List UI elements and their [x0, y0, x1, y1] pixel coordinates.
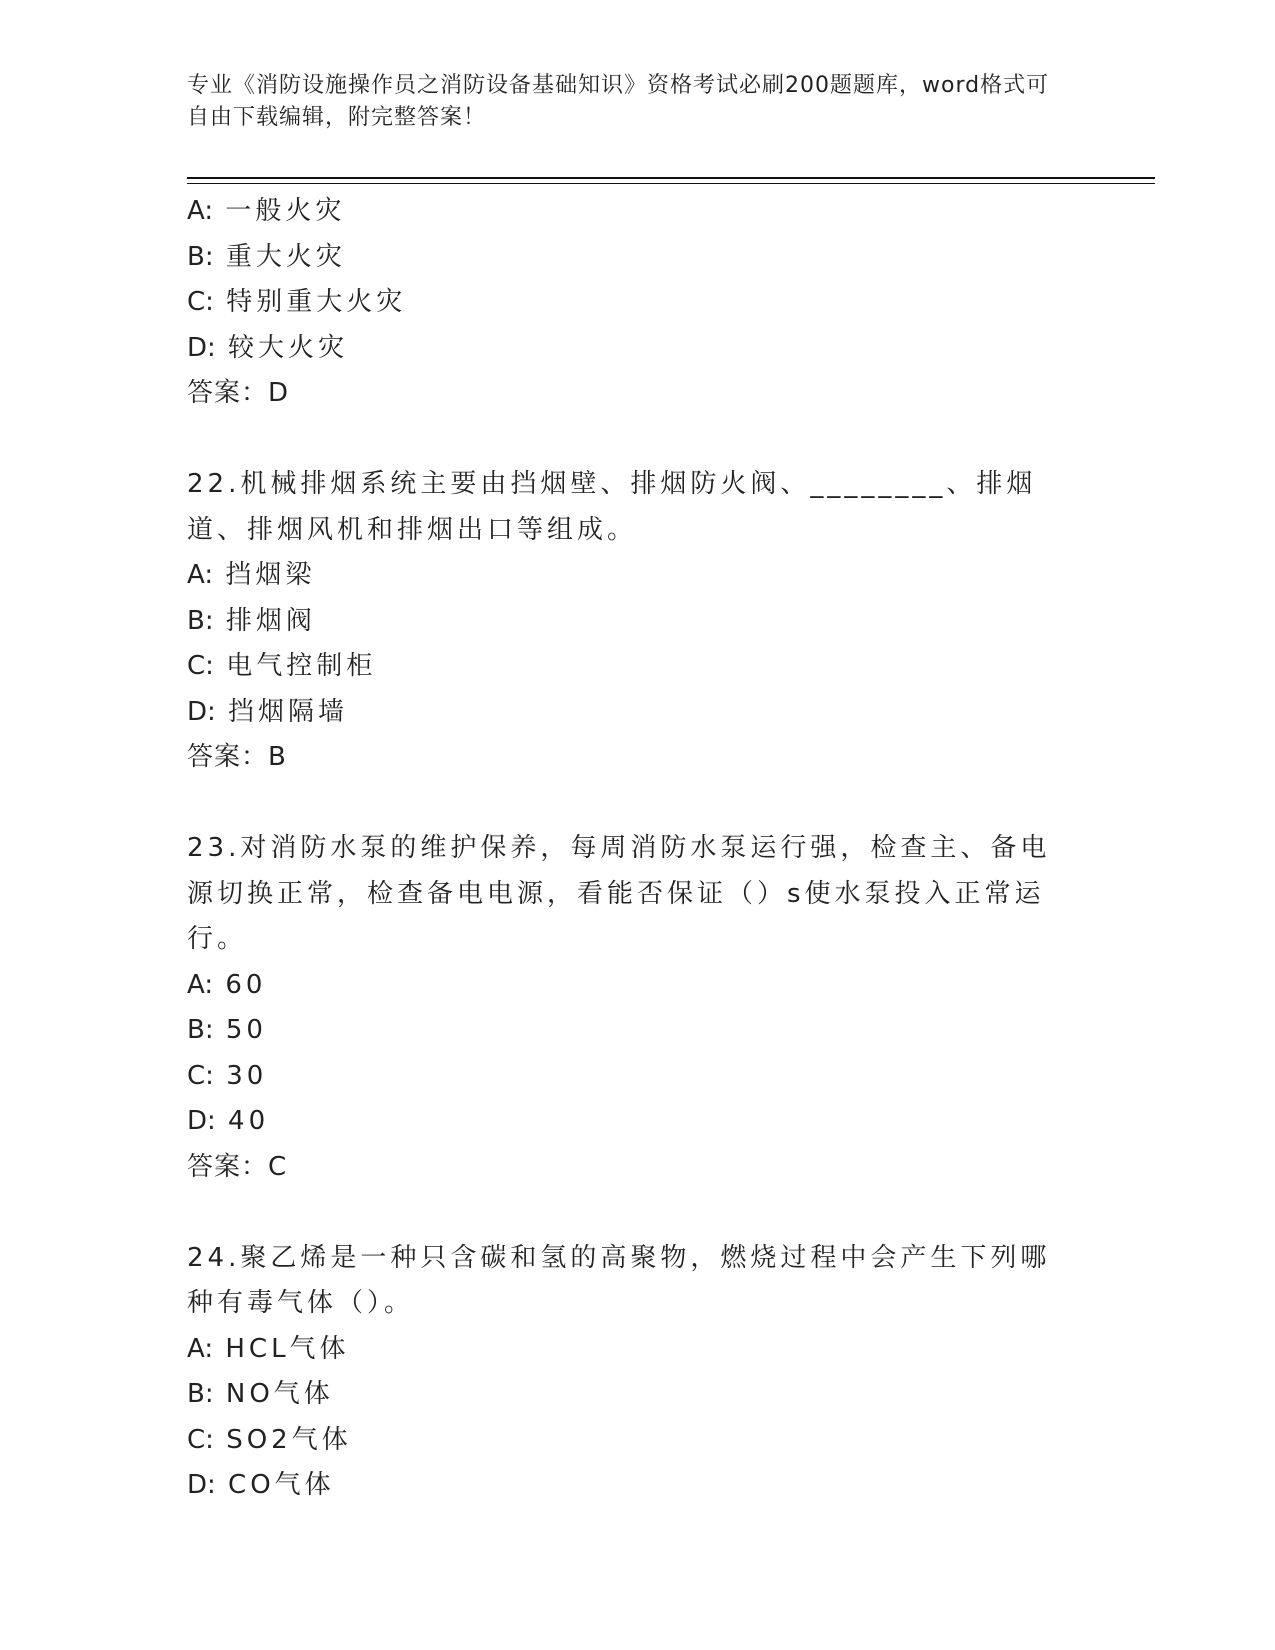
option-c: C: 特别重大火灾 [187, 287, 407, 317]
option-d: D: 较大火灾 [187, 332, 349, 363]
option-b: B: NO气体 [187, 1379, 334, 1409]
question-text: 23.对消防水泵的维护保养，每周消防水泵运行强，检查主、备电源切换正常，检查备电电源，看能否保证（）s使水泵投入正常运行。 [187, 833, 1051, 954]
spacer [187, 1190, 1087, 1236]
header-rule-thick [187, 177, 1155, 179]
option-a: A: 挡烟梁 [187, 560, 316, 590]
option-a: A: HCL气体 [187, 1333, 350, 1364]
question-text: 22.机械排烟系统主要由挡烟壁、排烟防火阀、________、排烟道、排烟风机和排烟出口等组成。 [187, 469, 1037, 545]
question-21-continued [187, 189, 1087, 417]
question-22 [187, 462, 1087, 781]
option-d: D: CO气体 [187, 1470, 335, 1500]
option-a: A: 一般火灾 [187, 196, 346, 226]
answer-line: 答案：B [187, 742, 287, 772]
option-d: D: 40 [187, 1106, 270, 1136]
option-c: C: SO2气体 [187, 1424, 352, 1455]
spacer [187, 781, 1087, 827]
header-title: 专业《消防设施操作员之消防设备基础知识》资格考试必刷200题题库，word格式可自由下载编辑，附完整答案！ [187, 73, 1050, 130]
option-b: B: 排烟阀 [187, 605, 316, 636]
answer-line: 答案：D [187, 378, 290, 408]
option-c: C: 30 [187, 1060, 268, 1091]
question-23 [187, 826, 1087, 1190]
option-c: C: 电气控制柜 [187, 651, 377, 681]
answer-line: 答案：C [187, 1151, 288, 1182]
option-a: A: 60 [187, 969, 267, 1000]
header-rule-thin [187, 183, 1155, 184]
question-24 [187, 1236, 1087, 1509]
option-d: D: 挡烟隔墙 [187, 696, 349, 727]
document-header [187, 70, 1067, 134]
option-b: B: 50 [187, 1015, 267, 1045]
spacer [187, 417, 1087, 463]
question-text: 24.聚乙烯是一种只含碳和氢的高聚物，燃烧过程中会产生下列哪种有毒气体（）。 [187, 1242, 1051, 1318]
question-list [187, 189, 1087, 1509]
option-b: B: 重大火灾 [187, 241, 346, 272]
